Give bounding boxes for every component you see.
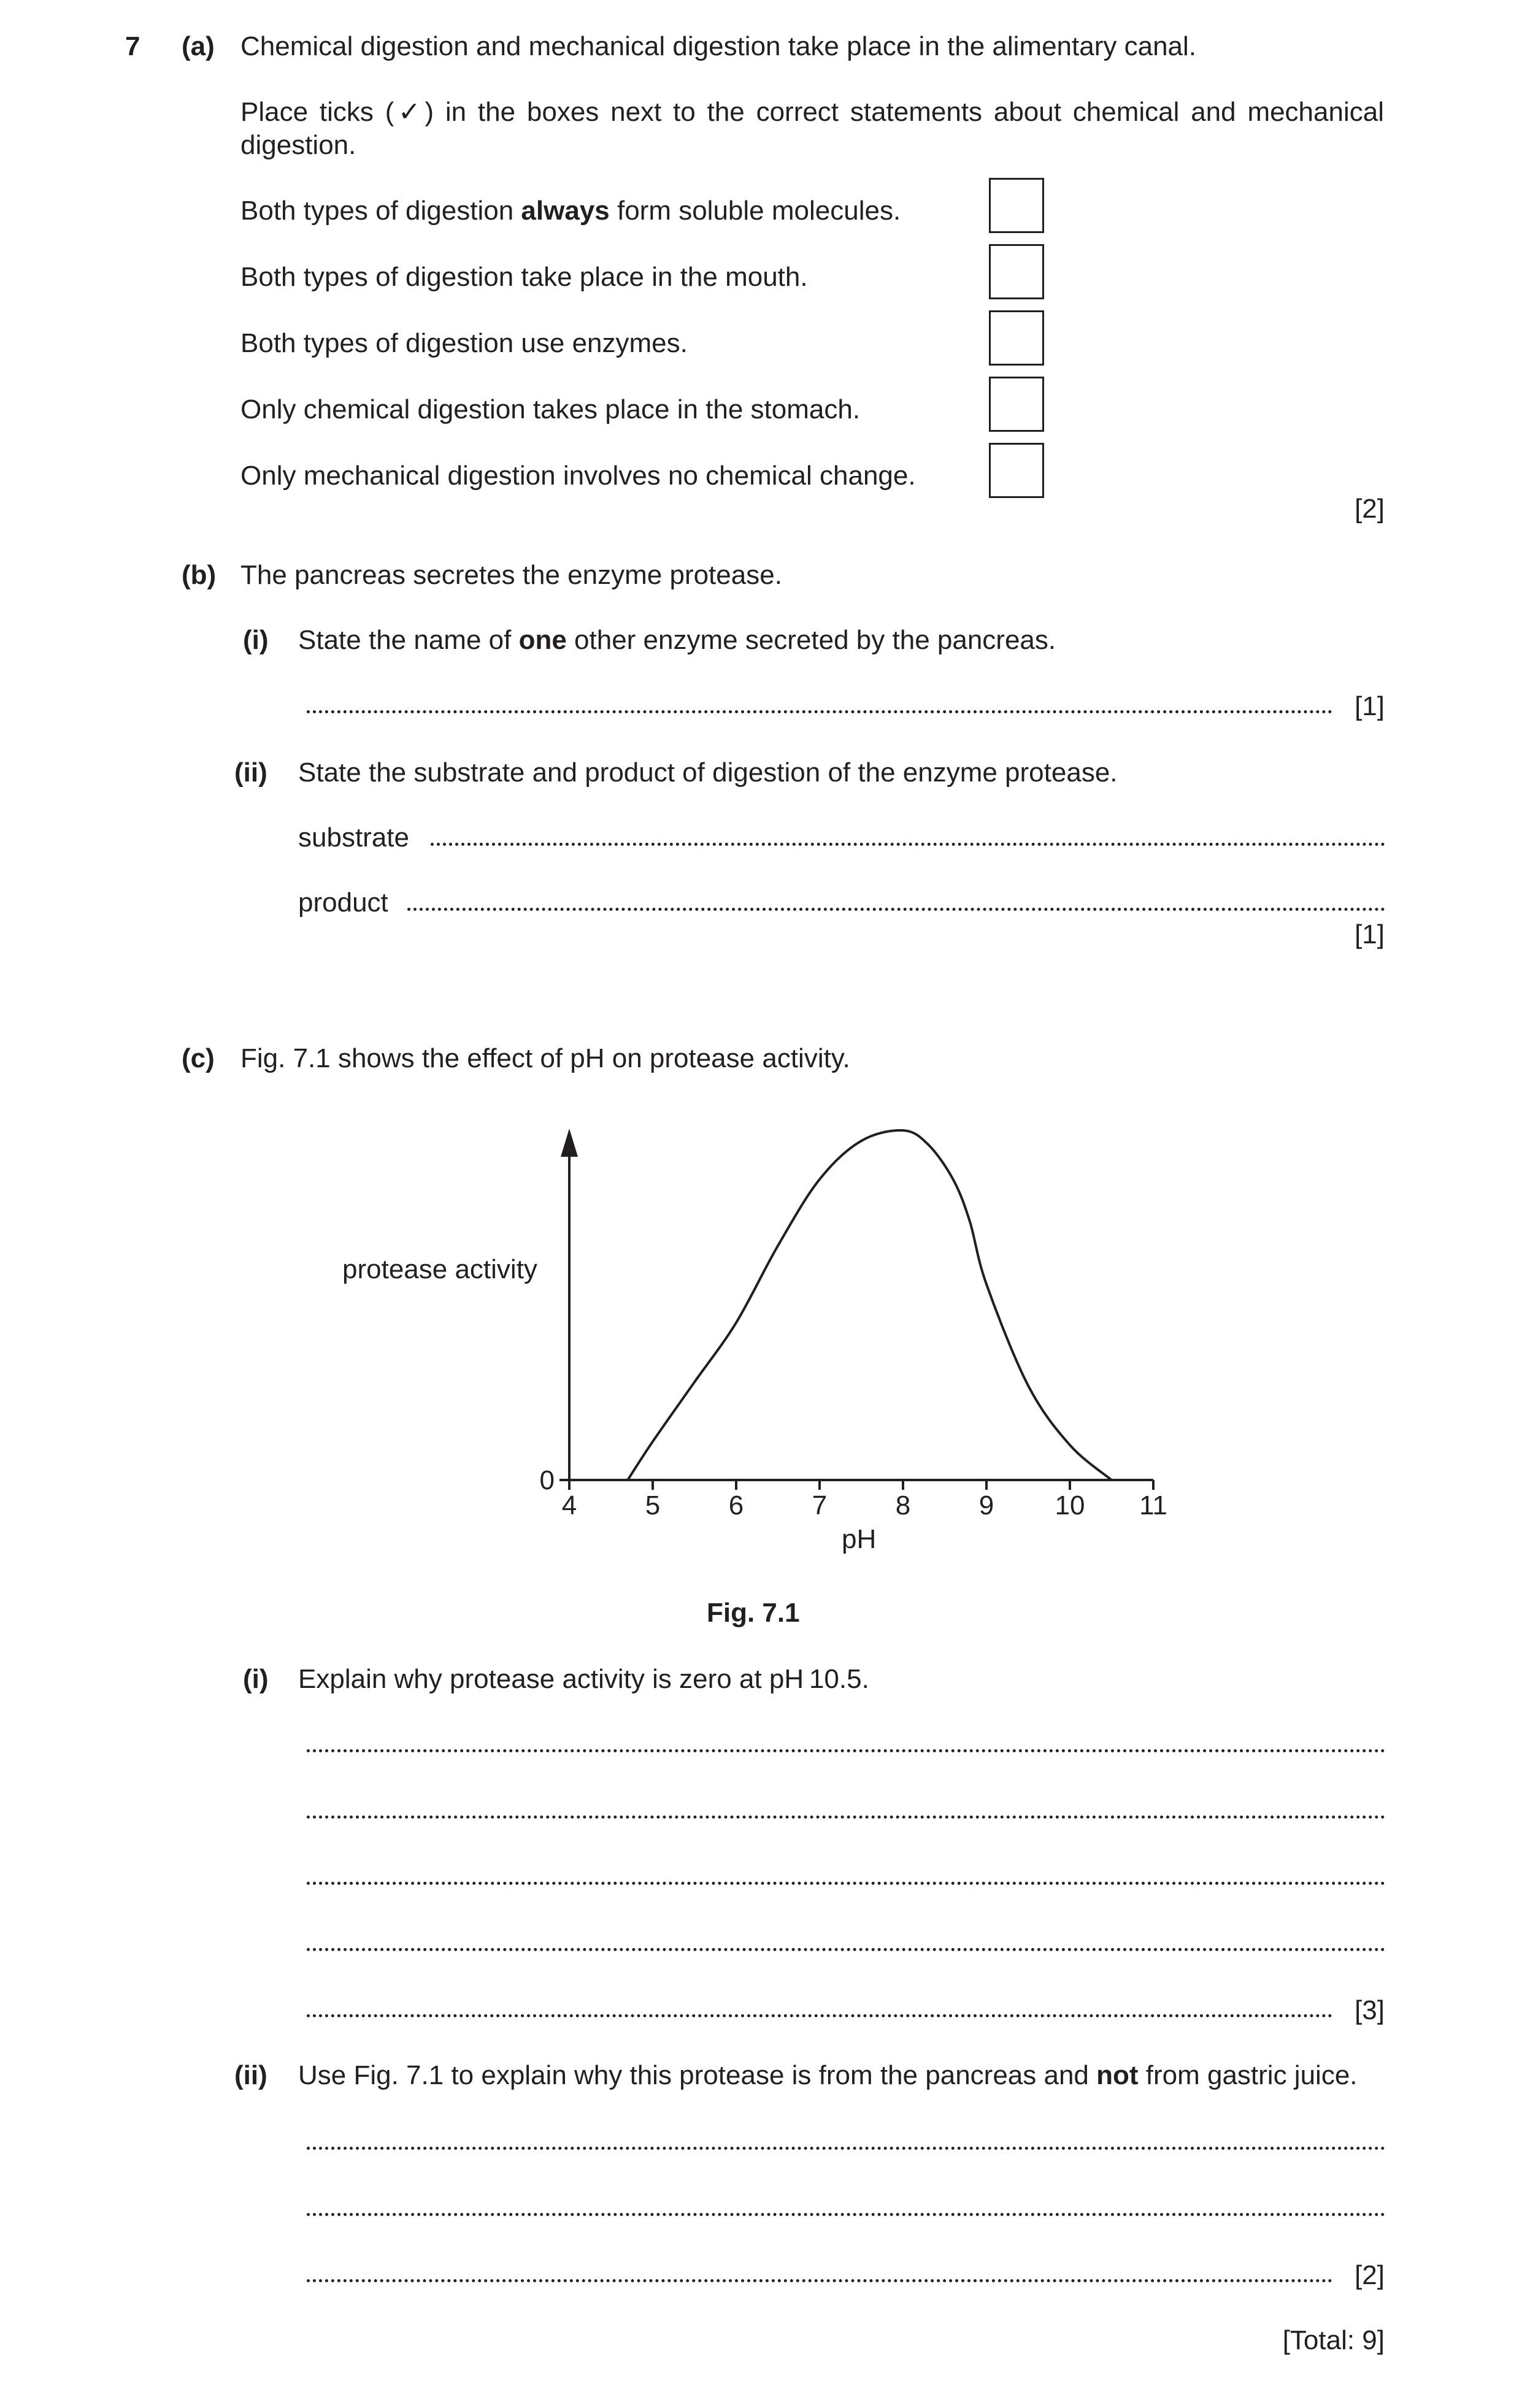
part-b-label: (b) [182, 560, 217, 590]
statement-1 [240, 195, 901, 228]
part-c-intro: Fig. 7.1 shows the effect of pH on protease activity. [240, 1043, 850, 1073]
tick-box-1[interactable] [989, 178, 1044, 233]
ph-activity-chart [0, 1104, 1522, 1533]
x-tick-label: 9 [978, 1490, 994, 1520]
statement-5: Only mechanical digestion involves no chemical change. [240, 461, 916, 491]
chart-series [628, 1130, 1112, 1480]
y-axis-label: protease activity [342, 1254, 537, 1284]
y-axis-arrowhead [561, 1129, 578, 1157]
product-label: product [298, 888, 388, 918]
substrate-label: substrate [298, 822, 409, 853]
tick-box-3[interactable] [989, 310, 1044, 366]
x-tick-label: 10 [1055, 1490, 1085, 1520]
part-b-i-marks: [1] [1355, 691, 1385, 721]
x-tick-label: 6 [728, 1490, 744, 1520]
answer-line-c-i-5[interactable] [307, 2014, 1332, 2017]
part-b-intro: The pancreas secretes the enzyme protease. [240, 560, 782, 590]
answer-line-substrate[interactable] [431, 843, 1385, 846]
part-b-i-bold: one [518, 625, 567, 655]
answer-line-c-ii-3[interactable] [307, 2279, 1332, 2282]
answer-line-c-i-1[interactable] [307, 1749, 1385, 1752]
part-c-ii-marks: [2] [1355, 2260, 1385, 2290]
part-c-ii-bold: not [1096, 2060, 1139, 2090]
question-number: 7 [125, 31, 140, 61]
tick-box-4[interactable] [989, 377, 1044, 432]
activity-curve [628, 1130, 1112, 1480]
total-marks: [Total: 9] [1282, 2325, 1385, 2355]
chart-axes [561, 1129, 1153, 1480]
part-b-ii-question: State the substrate and product of digestion of the enzyme protease. [298, 757, 1118, 788]
answer-line-c-ii-2[interactable] [307, 2213, 1385, 2216]
part-c-i-question: Explain why protease activity is zero at pH 10.5. [298, 1664, 869, 1694]
part-b-i-text-end: other enzyme secreted by the pancreas. [566, 625, 1056, 655]
instruction-line-1: Place ticks (✓) in the boxes next to the correct statements about chemical and mechanical [240, 97, 1384, 127]
statement-1-text-end: form soluble molecules. [609, 196, 901, 226]
statement-1-bold: always [521, 196, 610, 226]
answer-line-product[interactable] [407, 908, 1385, 911]
part-c-ii-question [298, 2060, 1358, 2092]
x-tick-label: 4 [561, 1490, 577, 1520]
answer-line-c-i-3[interactable] [307, 1882, 1385, 1885]
statement-1-text: Both types of digestion [240, 196, 521, 226]
part-b-i-text: State the name of [298, 625, 519, 655]
part-a-intro: Chemical digestion and mechanical digestion take place in the alimentary canal. [240, 31, 1197, 61]
answer-line-c-i-4[interactable] [307, 1948, 1385, 1951]
statement-3: Both types of digestion use enzymes. [240, 328, 688, 358]
part-b-ii-label: (ii) [234, 757, 267, 788]
part-a-marks: [2] [1355, 494, 1385, 524]
tick-box-5[interactable] [989, 443, 1044, 498]
part-c-i-label: (i) [243, 1664, 269, 1694]
answer-line-b-i[interactable] [307, 710, 1332, 713]
part-c-ii-text: Use Fig. 7.1 to explain why this protease is from the pancreas and [298, 2060, 1097, 2090]
x-tick-label: 5 [645, 1490, 661, 1520]
part-b-ii-marks: [1] [1355, 919, 1385, 949]
answer-line-c-ii-1[interactable] [307, 2147, 1385, 2150]
part-a-label: (a) [182, 31, 215, 61]
part-a-instruction [240, 96, 1384, 162]
chart-ticks [540, 1465, 1167, 1520]
tick-box-2[interactable] [989, 244, 1044, 299]
part-c-ii-text-end: from gastric juice. [1138, 2060, 1358, 2090]
part-c-ii-label: (ii) [234, 2060, 267, 2090]
part-c-i-marks: [3] [1355, 1995, 1385, 2025]
figure-caption: Fig. 7.1 [707, 1598, 800, 1628]
statement-4: Only chemical digestion takes place in the stomach. [240, 394, 861, 424]
answer-line-c-i-2[interactable] [307, 1816, 1385, 1819]
x-axis-label: pH [842, 1524, 877, 1554]
part-b-i-question [298, 624, 1056, 657]
part-b-i-label: (i) [243, 625, 269, 655]
x-tick-label: 7 [812, 1490, 828, 1520]
statement-2: Both types of digestion take place in the mouth. [240, 262, 808, 292]
part-c-label: (c) [182, 1043, 215, 1073]
instruction-line-2: digestion. [240, 130, 356, 160]
x-tick-label: 11 [1139, 1490, 1167, 1520]
x-tick-label: 8 [895, 1490, 911, 1520]
y-tick-label: 0 [539, 1465, 555, 1495]
